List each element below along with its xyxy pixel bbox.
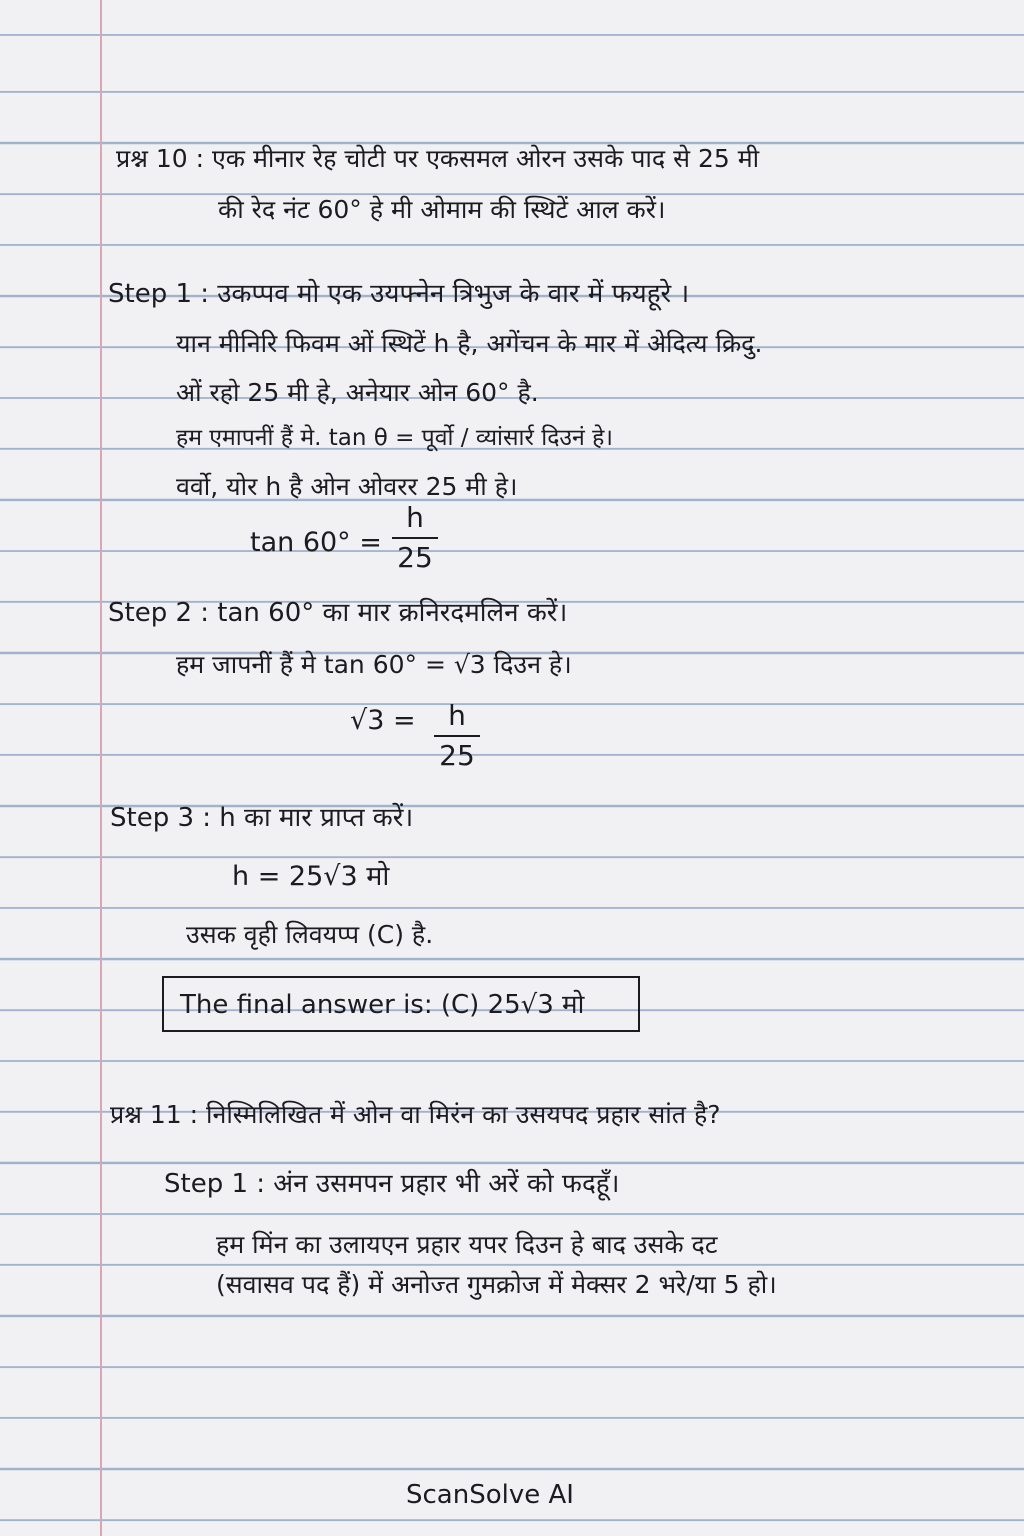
step1-numerator: h xyxy=(406,501,424,534)
step2-line-1: हम जापनीं हैं मे tan 60° = √3 दिउन हे। xyxy=(176,650,572,679)
q11-line-3: (सवासव पद हैं) में अनोज्त गुमक्रोज में मेक्सर 2 भरे/या 5 हो। xyxy=(216,1270,777,1299)
step2-fraction xyxy=(434,700,480,772)
fraction-bar xyxy=(434,735,480,737)
step1-fraction xyxy=(392,502,438,574)
step3-equation: h = 25√3 मो xyxy=(232,861,390,892)
q11-line-2: हम मिंन का उलायएन प्रहार यपर दिउन हे बाद उसके दट xyxy=(216,1230,718,1259)
step1-line-3: हम एमापनीं हैं मे. tan θ = पूर्वो / व्यांसार्र दिउनं हे। xyxy=(176,425,614,451)
fraction-bar xyxy=(392,537,438,539)
step2-denominator: 25 xyxy=(439,739,475,772)
step2-equation-lhs: √3 = xyxy=(350,705,416,736)
step1-line-4: वर्वो, योर h है ओन ओवरर 25 मी हे। xyxy=(176,472,518,501)
step1-line-2: ओं रहो 25 मी हे, अनेयार ओन 60° है. xyxy=(176,378,539,407)
step3-heading: Step 3 : h का मार प्राप्त करें। xyxy=(110,803,414,833)
step2-numerator: h xyxy=(448,699,466,732)
step2-heading: Step 2 : tan 60° का मार क्रनिरदमलिन करें। xyxy=(108,598,568,628)
q11-step1-heading: Step 1 : अंन उसमपन प्रहार भी अरें को फदहूँ। xyxy=(164,1169,620,1199)
q10-line-1: प्रश्न 10 : एक मीनार रेह चोटी पर एकसमल ओरन उसके पाद से 25 मी xyxy=(116,144,760,173)
step1-denominator: 25 xyxy=(397,541,433,574)
step1-heading: Step 1 : उकप्पव मो एक उयफ्नेन त्रिभुज के वार में फयहूरे । xyxy=(108,279,690,309)
q10-line-2: की रेद नंट 60° हे मी ओमाम की स्थिटें आल करें। xyxy=(218,195,666,224)
footer-brand: ScanSolve AI xyxy=(406,1480,574,1510)
step3-line-2: उसक वृही लिवयप्प (C) है. xyxy=(186,920,434,949)
step1-equation-lhs: tan 60° = xyxy=(250,527,382,558)
final-answer-text: The final answer is: (C) 25√3 मो xyxy=(180,990,585,1020)
q11-line-1: प्रश्न 11 : निस्मिलिखित में ओन वा मिरंन का उसयपद प्रहार सांत है? xyxy=(110,1100,721,1129)
step1-line-1: यान मीनिरि फिवम ओं स्थिटें h है, अगेंचन के मार में अेदित्य क्रिदु. xyxy=(176,329,763,358)
final-answer-box xyxy=(162,976,640,1032)
margin-line xyxy=(100,0,102,1536)
